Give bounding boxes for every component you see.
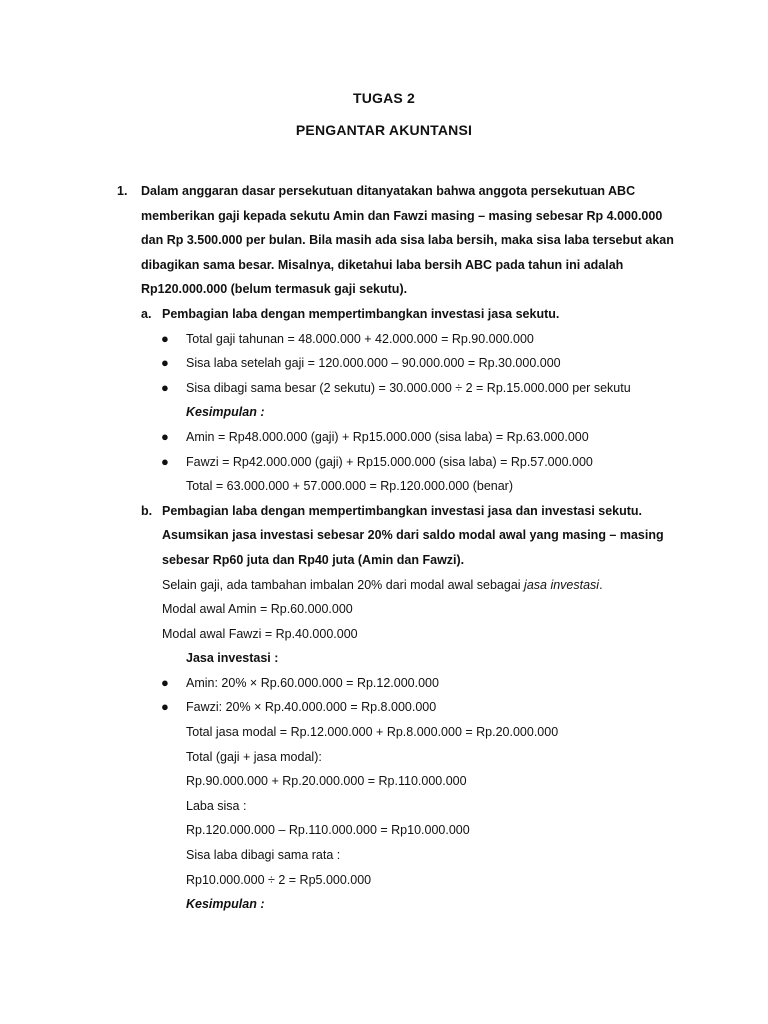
conclusion-line: [0, 895, 768, 920]
modal-amin-text: Modal awal Amin = Rp.60.000.000: [162, 602, 353, 617]
document-subtitle: PENGANTAR AKUNTANSI: [295, 122, 473, 138]
q1-text-line: Rp120.000.000 (belum termasuk gaji sekutu).: [141, 282, 408, 297]
q1-line: [0, 231, 768, 256]
calc-text: Rp.120.000.000 – Rp.110.000.000 = Rp10.000.000: [186, 823, 470, 838]
part-b-heading: Asumsikan jasa investasi sebesar 20% dari saldo modal awal yang masing – masing: [162, 528, 664, 543]
calc-line: [0, 871, 768, 896]
q1-text-line: dan Rp 3.500.000 per bulan. Bila masih ada sisa laba bersih, maka sisa laba tersebut akan: [141, 233, 674, 248]
list-item: [0, 674, 768, 699]
total-line: [0, 477, 768, 502]
modal-fawzi-text: Modal awal Fawzi = Rp.40.000.000: [162, 626, 358, 641]
modal-amin-line: [0, 600, 768, 625]
q1-line: [0, 280, 768, 305]
intro-text-end: .: [599, 577, 603, 592]
q1-line: [0, 207, 768, 232]
intro-text: [162, 576, 603, 594]
list-item: [0, 330, 768, 355]
modal-fawzi-line: [0, 625, 768, 650]
calc-line: [0, 748, 768, 773]
bullet-icon: ●: [161, 453, 169, 469]
part-b-heading-line: [0, 526, 768, 551]
part-b-heading: sebesar Rp60 juta dan Rp40 juta (Amin dan Fawzi).: [162, 552, 465, 567]
list-item-text: Fawzi = Rp42.000.000 (gaji) + Rp15.000.000 (sisa laba) = Rp.57.000.000: [186, 454, 593, 469]
document-title: TUGAS 2: [352, 90, 416, 106]
bullet-icon: ●: [161, 379, 169, 395]
q1-text-line: Dalam anggaran dasar persekutuan ditanyatakan bahwa anggota persekutuan ABC: [141, 184, 636, 198]
intro-line: [0, 576, 768, 601]
list-item: [0, 379, 768, 404]
calc-text: Total jasa modal = Rp.12.000.000 + Rp.8.000.000 = Rp.20.000.000: [186, 725, 559, 740]
calc-text: Laba sisa :: [186, 798, 247, 813]
part-b-heading: Pembagian laba dengan mempertimbangkan investasi jasa dan investasi sekutu.: [162, 503, 643, 518]
list-item: [0, 698, 768, 723]
part-a-heading: Pembagian laba dengan mempertimbangkan investasi jasa sekutu.: [162, 306, 560, 321]
q1-line: [0, 256, 768, 281]
calc-line: [0, 723, 768, 748]
list-item-text: Total gaji tahunan = 48.000.000 + 42.000.000 = Rp.90.000.000: [186, 331, 534, 346]
list-item-text: Sisa dibagi sama besar (2 sekutu) = 30.000.000 ÷ 2 = Rp.15.000.000 per sekutu: [186, 380, 631, 395]
conclusion-line: [0, 403, 768, 428]
list-item: [0, 428, 768, 453]
list-item-text: Sisa laba setelah gaji = 120.000.000 – 90.000.000 = Rp.30.000.000: [186, 356, 561, 371]
part-a-marker: a.: [141, 306, 152, 321]
intro-text-main: Selain gaji, ada tambahan imbalan 20% dari modal awal sebagai: [162, 577, 525, 592]
jasa-label: Jasa investasi :: [186, 651, 279, 666]
calc-text: Sisa laba dibagi sama rata :: [186, 848, 341, 863]
q1-text-line: dibagikan sama besar. Misalnya, diketahui laba bersih ABC pada tahun ini adalah: [141, 257, 624, 272]
list-item-text: Amin = Rp48.000.000 (gaji) + Rp15.000.000 (sisa laba) = Rp.63.000.000: [186, 429, 589, 444]
part-b-heading-line: [0, 551, 768, 576]
conclusion-label: Kesimpulan :: [186, 897, 265, 912]
part-b-heading-line: [0, 502, 768, 527]
bullet-icon: ●: [161, 355, 169, 371]
bullet-icon: ●: [161, 699, 169, 715]
jasa-label-line: [0, 649, 768, 674]
calc-text: Total (gaji + jasa modal):: [186, 749, 322, 764]
calc-line: [0, 821, 768, 846]
conclusion-label: Kesimpulan :: [186, 405, 265, 420]
q1-line: [0, 182, 768, 207]
total-text: Total = 63.000.000 + 57.000.000 = Rp.120.000.000 (benar): [186, 479, 513, 494]
calc-line: [0, 846, 768, 871]
bullet-icon: ●: [161, 674, 169, 690]
list-item-text: Amin: 20% × Rp.60.000.000 = Rp.12.000.000: [186, 675, 439, 690]
part-b-marker: b.: [141, 503, 153, 518]
calc-line: [0, 772, 768, 797]
calc-text: Rp.90.000.000 + Rp.20.000.000 = Rp.110.000.000: [186, 774, 467, 789]
list-item: [0, 453, 768, 478]
bullet-icon: ●: [161, 428, 169, 444]
document-body: [0, 182, 768, 920]
calc-text: Rp10.000.000 ÷ 2 = Rp5.000.000: [186, 872, 372, 887]
bullet-icon: ●: [161, 330, 169, 346]
intro-text-italic: jasa investasi: [524, 577, 600, 592]
part-a-heading-line: [0, 305, 768, 330]
calc-line: [0, 797, 768, 822]
q1-number: 1.: [117, 184, 128, 198]
list-item: [0, 354, 768, 379]
list-item-text: Fawzi: 20% × Rp.40.000.000 = Rp.8.000.000: [186, 700, 437, 715]
q1-text-line: memberikan gaji kepada sekutu Amin dan Fawzi masing – masing sebesar Rp 4.000.000: [141, 208, 663, 223]
